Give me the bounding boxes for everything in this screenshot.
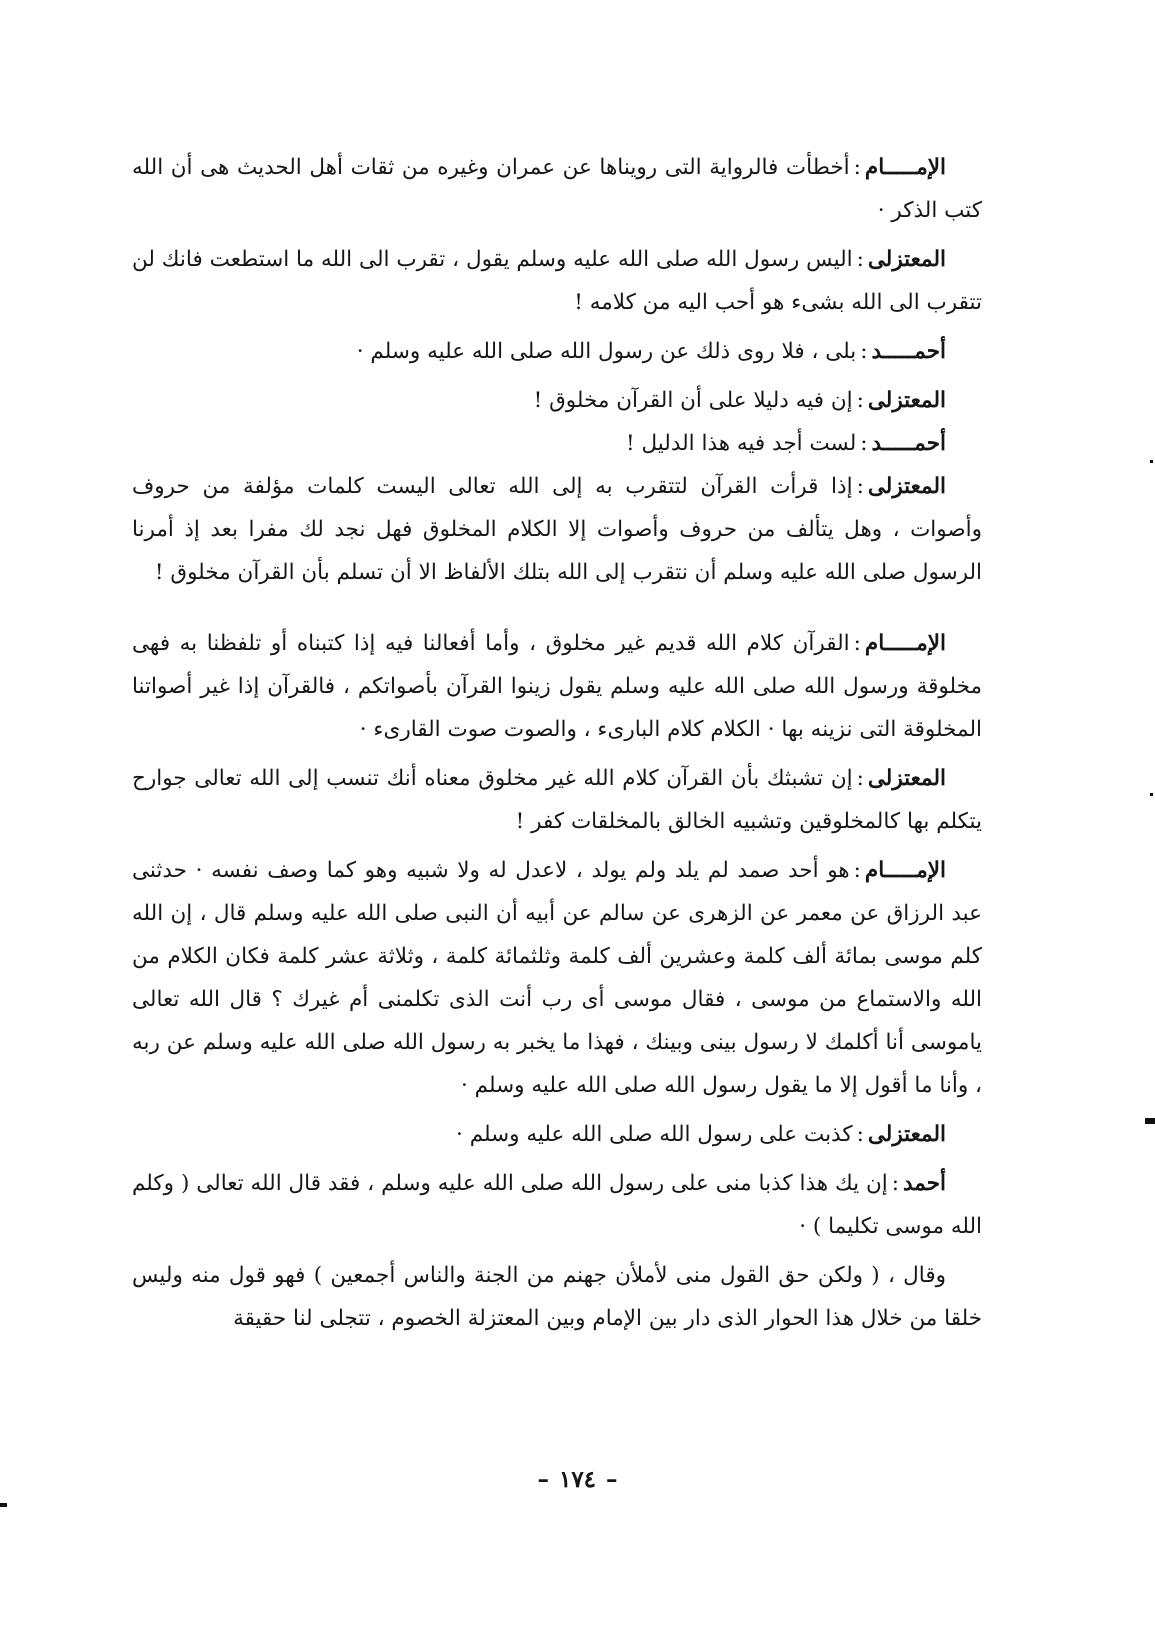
paragraph-12 (132, 1254, 982, 1340)
paragraph-text: كذبت على رسول الله صلى الله عليه وسلم · (456, 1122, 853, 1147)
colon: : (891, 1171, 900, 1196)
speaker-label: أحمد (903, 1171, 946, 1196)
paragraph-10 (132, 1113, 982, 1156)
speaker-label: المعتزلى (867, 388, 946, 413)
paragraph-text: وقال ، ( ولكن حق القول منى لأملأن جهنم من الجنة والناس أجمعين ) فهو قول منه وليس خلقا من خلال هذا الحوار الذى دار بين الإمام وبين المعتزلة الخصوم ، تتجلى لنا حقيقة (132, 1263, 982, 1331)
dash: – (606, 1466, 618, 1493)
speaker-label: الإمـــــام (864, 858, 946, 883)
page-number (0, 1466, 1155, 1493)
paragraph-text: إن يك هذا كذبا منى على رسول الله صلى الله عليه وسلم ، فقد قال الله تعالى ( وكلم الله موسى تكليما ) · (132, 1171, 982, 1239)
scan-edge-mark (1150, 793, 1153, 796)
paragraph-text: إذا قرأت القرآن لتتقرب به إلى الله تعالى اليست كلمات مؤلفة من حروف وأصوات ، وهل يتألف من حروف وأصوات إلا الكلام المخلوق فهل نجد لك مفرا بعد إذ أمرنا الرسول صلى الله عليه وسلم أن نتقرب إلى الله بتلك الألفاظ الا أن تسلم بأن القرآن مخلوق ! (132, 474, 982, 585)
paragraph-8 (132, 757, 982, 843)
paragraph-text: إن تشبثك بأن القرآن كلام الله غير مخلوق معناه أنك تنسب إلى الله تعالى جوارح يتكلم بها كالمخلوقين وتشبيه الخالق بالمخلقات كفر ! (132, 766, 982, 834)
paragraph-text: بلى ، فلا روى ذلك عن رسول الله صلى الله عليه وسلم · (356, 339, 857, 364)
colon: : (860, 431, 868, 456)
paragraph-4 (132, 379, 982, 422)
speaker-label: أحمـــــد (871, 431, 946, 456)
dash: – (537, 1466, 549, 1493)
colon: : (856, 388, 864, 413)
paragraph-text: هو أحد صمد لم يلد ولم يولد ، لاعدل له ولا شبيه وهو كما وصف نفسه · حدثنى عبد الرزاق عن معمر عن الزهرى عن سالم عن أبيه أن النبى صلى الله عليه وسلم قال ، إن الله كلم موسى بمائة ألف كلمة وعشرين ألف كلمة وثلثمائة كلمة ، وثلاثة عشر كلمة فكان الكلام من الله والاستماع من موسى ، فقال موسى أى رب أنت الذى تكلمنى أم غيرك ؟ قال الله تعالى ياموسى أنا أكلمك لا رسول بينى وبينك ، فهذا ما يخبر به رسول الله صلى الله عليه وسلم عن ربه ، وأنا ما أقول إلا ما يقول رسول الله صلى الله عليه وسلم · (132, 858, 982, 1098)
colon: : (856, 766, 864, 791)
speaker-label: الإمـــــام (864, 631, 946, 656)
speaker-label: الإمـــــام (864, 155, 946, 180)
colon: : (856, 247, 864, 272)
scan-edge-mark (1145, 1118, 1155, 1124)
speaker-label: المعتزلى (867, 766, 946, 791)
colon: : (853, 858, 861, 883)
paragraph-1 (132, 146, 982, 232)
colon: : (853, 631, 861, 656)
speaker-label: المعتزلى (867, 474, 946, 499)
paragraph-5 (132, 422, 982, 465)
page-number-value: ١٧٤ (558, 1466, 597, 1493)
paragraph-3 (132, 330, 982, 373)
paragraph-2 (132, 238, 982, 324)
paragraph-11 (132, 1162, 982, 1248)
speaker-label: المعتزلى (867, 247, 946, 272)
speaker-label: المعتزلى (867, 1122, 946, 1147)
scan-edge-mark (1150, 460, 1153, 463)
paragraph-text: أخطأت فالرواية التى رويناها عن عمران وغيره من ثقات أهل الحديث هى أن الله كتب الذكر · (132, 155, 982, 223)
paragraph-6 (132, 465, 982, 594)
paragraph-text: لست أجد فيه هذا الدليل ! (626, 431, 857, 456)
colon: : (856, 474, 864, 499)
paragraph-text: القرآن كلام الله قديم غير مخلوق ، وأما أفعالنا فيه إذا كتبناه أو تلفظنا به فهى مخلوقة ورسول الله صلى الله عليه وسلم يقول زينوا القرآن بأصواتكم ، فالقرآن إذا غير أصواتنا المخلوقة التى نزينه بها · الكلام كلام البارىء ، والصوت صوت القارىء · (132, 631, 982, 742)
colon: : (860, 339, 868, 364)
paragraph-7 (132, 622, 982, 751)
scan-edge-mark (0, 1503, 7, 1507)
paragraph-text: إن فيه دليلا على أن القرآن مخلوق ! (533, 388, 853, 413)
paragraph-text: اليس رسول الله صلى الله عليه وسلم يقول ، تقرب الى الله ما استطعت فانك لن تتقرب الى الله بشىء هو أحب اليه من كلامه ! (132, 247, 982, 315)
colon: : (853, 155, 861, 180)
page-body (132, 146, 982, 1346)
speaker-label: أحمـــــد (871, 339, 946, 364)
paragraph-9 (132, 849, 982, 1107)
colon: : (856, 1122, 864, 1147)
